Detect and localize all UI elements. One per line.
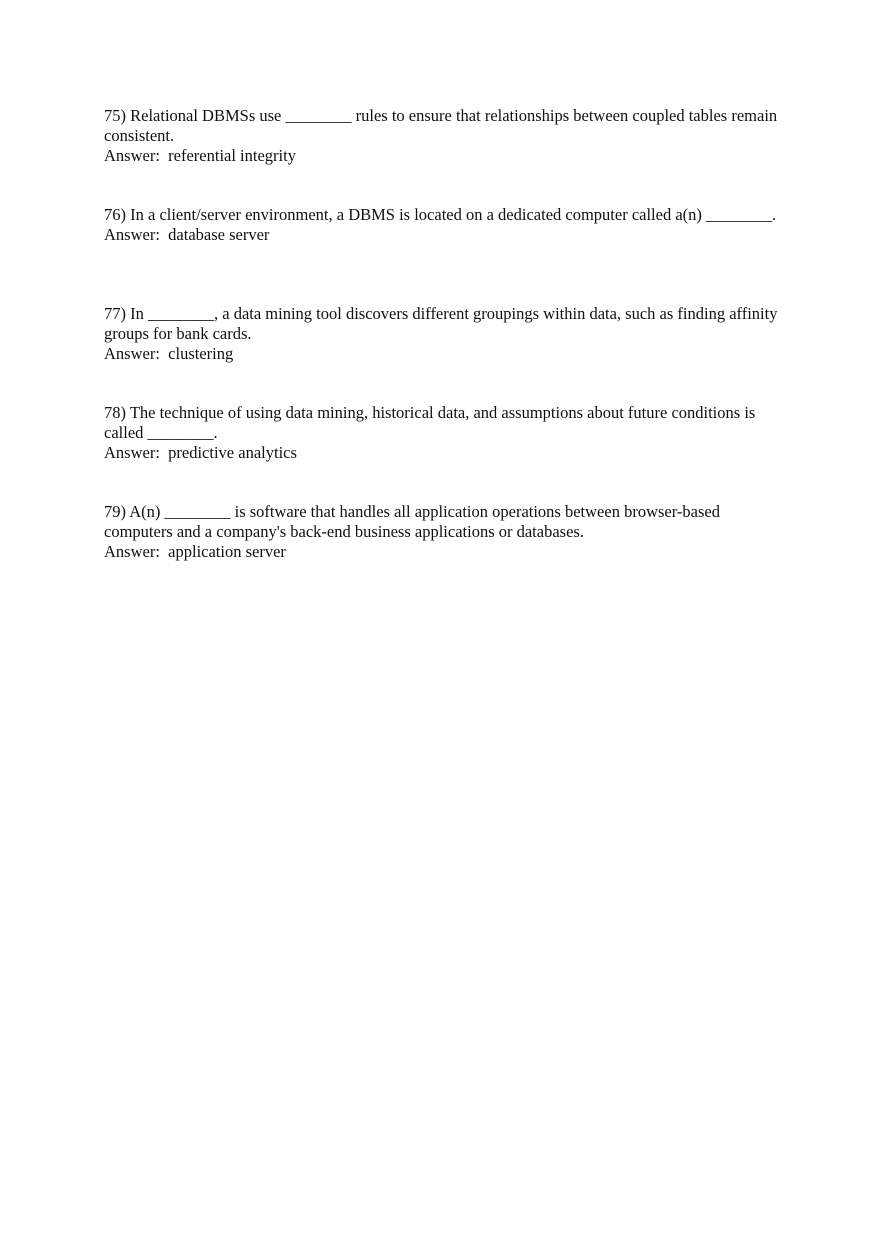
question-text: 77) In ________, a data mining tool discovers different groupings within data, such as finding affinity groups for bank cards. <box>104 304 778 343</box>
answer-line <box>104 344 784 364</box>
question-block <box>104 304 784 363</box>
question-text: 78) The technique of using data mining, historical data, and assumptions about future conditions is called ________. <box>104 403 756 442</box>
answer-text: application server <box>168 541 286 561</box>
question-block <box>104 502 784 561</box>
question-block <box>104 106 784 165</box>
answer-line <box>104 225 784 245</box>
answer-line <box>104 146 784 166</box>
answer-text: clustering <box>168 343 234 363</box>
question-block <box>104 403 784 462</box>
answer-line <box>104 542 784 562</box>
answer-line <box>104 443 784 463</box>
answer-label: Answer: <box>104 145 160 165</box>
answer-text: predictive analytics <box>168 442 297 462</box>
answer-text: referential integrity <box>168 145 296 165</box>
question-text: 76) In a client/server environment, a DBMS is located on a dedicated computer called a(n) ________. <box>104 205 777 224</box>
question-text: 79) A(n) ________ is software that handles all application operations between browser-based computers and a company's back-end business applications or databases. <box>104 502 720 541</box>
question-text: 75) Relational DBMSs use ________ rules to ensure that relationships between coupled tables remain consistent. <box>104 106 778 145</box>
answer-label: Answer: <box>104 224 160 244</box>
answer-label: Answer: <box>104 541 160 561</box>
question-block <box>104 205 784 245</box>
answer-label: Answer: <box>104 442 160 462</box>
answer-text: database server <box>168 224 270 244</box>
answer-label: Answer: <box>104 343 160 363</box>
